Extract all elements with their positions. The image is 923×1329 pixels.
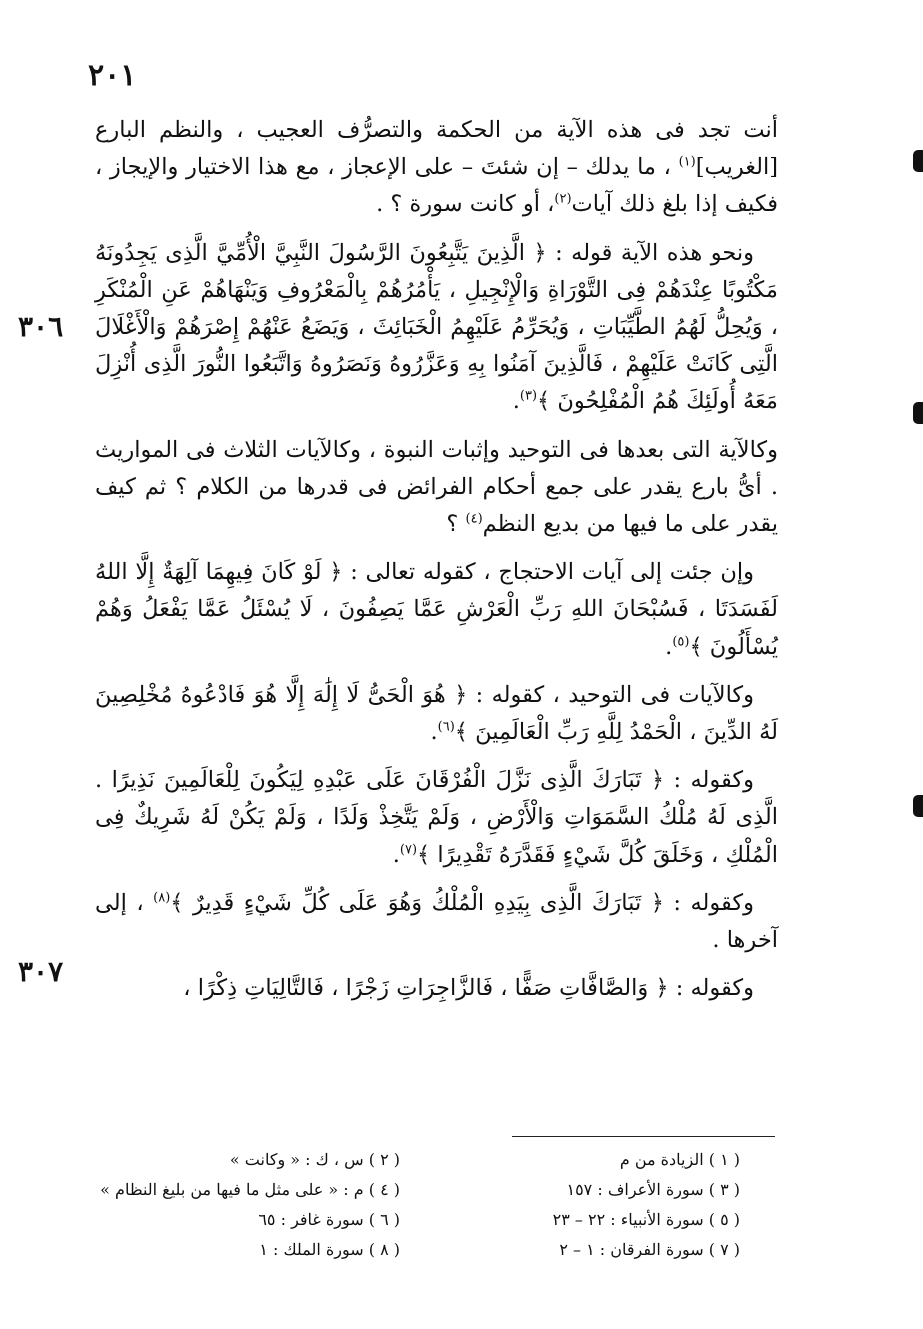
footnote: ( ٣ ) سورة الأعراف : ١٥٧ bbox=[566, 1180, 740, 1199]
footnote-separator bbox=[512, 1136, 775, 1137]
paragraph: ونحو هذه الآية قوله : ﴿ الَّذِينَ يَتَّبِعُونَ الرَّسُولَ النَّبِيَّ الْأُمِّيَّ الَّذِى يَجِدُونَهُ مَكْتُوبًا عِنْدَهُمْ فِى التَّوْرَاةِ وَالْإِنْجِيلِ ، يَأْمُرُهُمْ بِالْمَعْرُوفِ وَيَنْهَاهُمْ عَنِ الْمُنْكَرِ ، وَيُحِلُّ لَهُمُ الطَّيِّبَاتِ ، وَيُحَرِّمُ عَلَيْهِمُ الْخَبَائِثَ ، وَيَضَعُ عَنْهُمْ إِصْرَهُمْ وَالْأَغْلَالَ الَّتِى كَانَتْ عَلَيْهِمْ ، فَالَّذِينَ آمَنُوا بِهِ وَعَزَّرُوهُ وَنَصَرُوهُ وَاتَّبَعُوا النُّورَ الَّذِى أُنْزِلَ مَعَهُ أُولَئِكَ هُمُ الْمُفْلِحُونَ ﴾$^{(٣)}$. bbox=[95, 239, 778, 415]
paragraph: وكالآيات فى التوحيد ، كقوله : ﴿ هُوَ الْحَىُّ لَا إِلَٰهَ إِلَّا هُوَ فَادْعُوهُ مُخْلِصِينَ لَهُ الدِّينَ ، الْحَمْدُ لِلَّهِ رَبِّ الْعَالَمِينَ ﴾$^{(٦)}$. bbox=[95, 681, 778, 746]
margin-page-ref: ٣٠٦ bbox=[18, 310, 64, 343]
paragraph: وكقوله : ﴿ تَبَارَكَ الَّذِى نَزَّلَ الْفُرْقَانَ عَلَى عَبْدِهِ لِيَكُونَ لِلْعَالَمِينَ نَذِيرًا . الَّذِى لَهُ مُلْكُ السَّمَوَاتِ وَالْأَرْضِ ، وَلَمْ يَتَّخِذْ وَلَدًا ، وَلَمْ يَكُنْ لَهُ شَرِيكٌ فِى الْمُلْكِ ، وَخَلَقَ كُلَّ شَيْءٍ فَقَدَّرَهُ تَقْدِيرًا ﴾$^{(٧)}$. bbox=[95, 767, 778, 868]
footnote: ( ٥ ) سورة الأنبياء : ٢٢ – ٢٣ bbox=[552, 1210, 740, 1229]
footnote: ( ٨ ) سورة الملك : ١ bbox=[259, 1240, 400, 1259]
paragraph: أنت تجد فى هذه الآية من الحكمة والتصرُّف العجيب ، والنظم البارع [الغريب]$^{(١)}$ ، ما يدلك – إن شئتَ – على الإعجاز ، مع هذا الاختيار والإيجاز ، فكيف إذا بلغ ذلك آيات$^{(٢)}$، أو كانت سورة ؟ . bbox=[95, 117, 778, 218]
paragraph: وإن جئت إلى آيات الاحتجاج ، كقوله تعالى : ﴿ لَوْ كَانَ فِيهِمَا آلِهَةٌ إِلَّا اللهُ لَفَسَدَتَا ، فَسُبْحَانَ اللهِ رَبِّ الْعَرْشِ عَمَّا يَصِفُونَ ، لَا يُسْئَلُ عَمَّا يَفْعَلُ وَهُمْ يُسْأَلُونَ ﴾$^{(٥)}$. bbox=[95, 559, 778, 660]
footnote: ( ٢ ) س ، ك : « وكانت » bbox=[229, 1150, 400, 1169]
paragraph: وكالآية التى بعدها فى التوحيد وإثبات النبوة ، وكالآيات الثلاث فى المواريث . أىُّ بارع يقدر على جمع أحكام الفرائض فى قدرها من الكلام ؟ ثم كيف يقدر على ما فيها من بديع النظم$^{(٤)}$ ؟ bbox=[95, 436, 778, 538]
paragraph: وكقوله : ﴿ وَالصَّافَّاتِ صَفًّا ، فَالزَّاجِرَاتِ زَجْرًا ، فَالتَّالِيَاتِ ذِكْرًا ، bbox=[183, 975, 754, 1002]
body-text bbox=[95, 112, 778, 1018]
footnote: ( ١ ) الزيادة من م bbox=[619, 1150, 740, 1169]
edge-mark bbox=[913, 402, 923, 424]
edge-mark bbox=[913, 795, 923, 817]
footnote: ( ٤ ) م : « على مثل ما فيها من بليغ النظام » bbox=[100, 1180, 400, 1199]
page-number: ٢٠١ bbox=[88, 58, 137, 93]
margin-page-ref: ٣٠٧ bbox=[18, 955, 64, 988]
footnotes bbox=[100, 1148, 740, 1262]
paragraph: وكقوله : ﴿ تَبَارَكَ الَّذِى بِيَدِهِ الْمُلْكُ وَهُوَ عَلَى كُلِّ شَيْءٍ قَدِيرٌ ﴾$^{(٨)}$ ، إلى آخرها . bbox=[95, 889, 778, 954]
footnote: ( ٧ ) سورة الفرقان : ١ – ٢ bbox=[559, 1240, 740, 1259]
footnote: ( ٦ ) سورة غافر : ٦٥ bbox=[258, 1210, 400, 1229]
edge-mark bbox=[913, 150, 923, 172]
